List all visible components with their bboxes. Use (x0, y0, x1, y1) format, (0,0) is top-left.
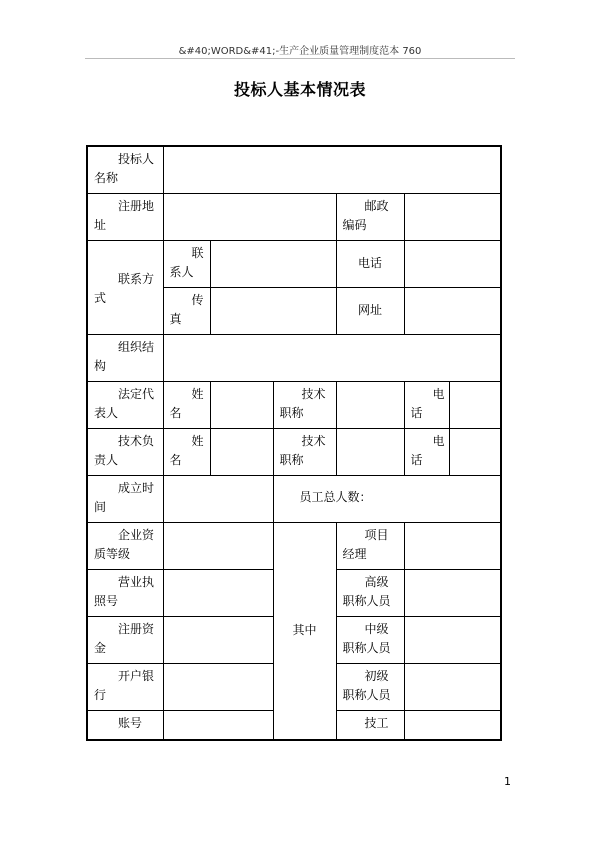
page-header: &#40;WORD&#41;-生产企业质量管理制度范本 760 (178, 46, 422, 57)
value-tech-lead-name[interactable] (210, 428, 273, 475)
value-account[interactable] (163, 710, 273, 740)
label-bank: 开户银行 (87, 663, 163, 710)
value-mid-staff[interactable] (404, 616, 501, 663)
value-project-manager[interactable] (404, 522, 501, 569)
value-reg-capital[interactable] (163, 616, 273, 663)
label-website: 网址 (336, 287, 404, 334)
value-fax[interactable] (210, 287, 336, 334)
label-qualification: 企业资质等级 (87, 522, 163, 569)
value-bidder-name[interactable] (163, 146, 501, 193)
label-founded: 成立时间 (87, 475, 163, 522)
value-legal-rep-tel[interactable] (449, 381, 501, 428)
value-registered-address[interactable] (163, 193, 336, 240)
value-qualification[interactable] (163, 522, 273, 569)
value-technician[interactable] (404, 710, 501, 740)
label-junior-staff: 初级职称人员 (336, 663, 404, 710)
label-org-structure: 组织结构 (87, 334, 163, 381)
label-bidder-name: 投标人名称 (87, 146, 163, 193)
label-phone: 电话 (336, 240, 404, 287)
label-reg-capital: 注册资金 (87, 616, 163, 663)
value-postal-code[interactable] (404, 193, 501, 240)
value-license-no[interactable] (163, 569, 273, 616)
label-tech-lead: 技术负责人 (87, 428, 163, 475)
label-contact-method: 联系方式 (87, 240, 163, 334)
value-website[interactable] (404, 287, 501, 334)
label-tech-lead-name: 姓名 (163, 428, 210, 475)
label-postal-code: 邮政编码 (336, 193, 404, 240)
label-legal-rep-tel: 电话 (404, 381, 449, 428)
value-junior-staff[interactable] (404, 663, 501, 710)
label-account: 账号 (87, 710, 163, 740)
value-bank[interactable] (163, 663, 273, 710)
value-legal-rep-name[interactable] (210, 381, 273, 428)
value-contact-person[interactable] (210, 240, 336, 287)
label-tech-lead-title: 技术职称 (273, 428, 336, 475)
label-registered-address: 注册地址 (87, 193, 163, 240)
document-title: 投标人基本情况表 (233, 80, 366, 99)
value-tech-lead-tel[interactable] (449, 428, 501, 475)
label-license-no: 营业执照号 (87, 569, 163, 616)
label-project-manager: 项目经理 (336, 522, 404, 569)
label-total-staff: 员工总人数： (273, 475, 501, 522)
label-among: 其中 (273, 522, 336, 740)
label-legal-rep-name: 姓名 (163, 381, 210, 428)
label-senior-staff: 高级职称人员 (336, 569, 404, 616)
value-tech-lead-title[interactable] (336, 428, 404, 475)
value-legal-rep-title[interactable] (336, 381, 404, 428)
value-founded[interactable] (163, 475, 273, 522)
bidder-info-table (86, 145, 502, 741)
label-technician: 技工 (336, 710, 404, 740)
value-org-structure[interactable] (163, 334, 501, 381)
label-legal-rep-title: 技术职称 (273, 381, 336, 428)
label-contact-person: 联系人 (163, 240, 210, 287)
header-rule (85, 58, 515, 59)
value-senior-staff[interactable] (404, 569, 501, 616)
value-phone[interactable] (404, 240, 501, 287)
label-fax: 传真 (163, 287, 210, 334)
label-mid-staff: 中级职称人员 (336, 616, 404, 663)
page-number: 1 (504, 775, 511, 788)
label-tech-lead-tel: 电话 (404, 428, 449, 475)
label-legal-rep: 法定代表人 (87, 381, 163, 428)
